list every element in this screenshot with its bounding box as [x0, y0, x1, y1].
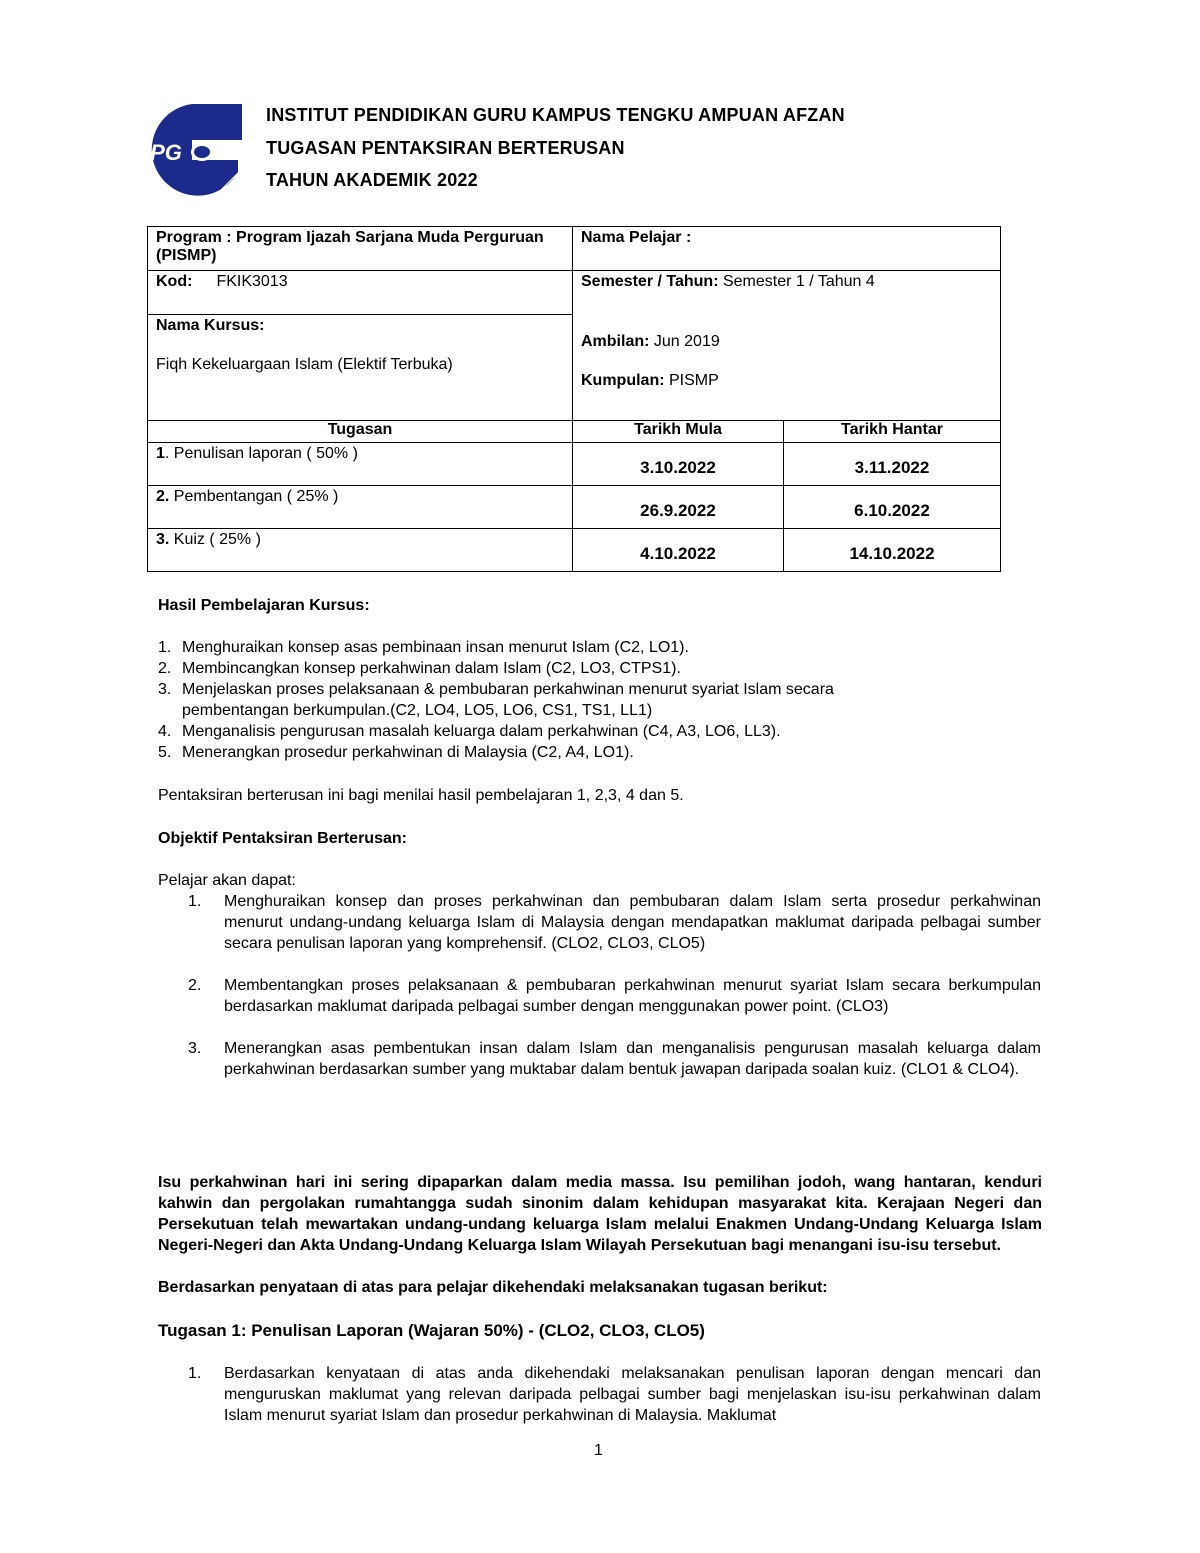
group-label: Kumpulan:: [581, 372, 665, 389]
list-text: Menganalisis pengurusan masalah keluarga dalam perkahwinan (C4, A3, LO6, LL3).: [182, 723, 781, 740]
course-code-value: FKIK3013: [216, 273, 288, 290]
page-number: 1: [594, 1442, 603, 1459]
task-name: . Penulisan laporan ( 50% ): [164, 445, 358, 462]
course-code-cell: [148, 271, 573, 315]
col-header-due-date: Tarikh Hantar: [784, 421, 1001, 443]
list-number: 4.: [158, 723, 172, 740]
list-text: Menghuraikan konsep dan proses perkahwinan dan pembubaran dalam Islam serta prosedur perkahwinan menurut undang-undang keluarga Islam di Malaysia dengan mendapatkan maklumat daripada pelbagai sumber secara penulisan laporan yang komprehensif. (CLO2, CLO3, CLO5): [224, 893, 1041, 952]
semester-label: Semester / Tahun:: [581, 273, 719, 290]
task-name: Kuiz ( 25% ): [169, 531, 261, 548]
task-due-date: 6.10.2022: [784, 486, 1001, 529]
task-row: [148, 443, 1001, 486]
list-item: [188, 891, 1041, 954]
task-number: 1: [156, 445, 165, 462]
task-name-cell: [148, 443, 573, 486]
student-name-cell: [573, 227, 1001, 271]
list-text: Membentangkan proses pelaksanaan & pembubaran perkahwinan menurut syariat Islam secara berkumpulan berdasarkan maklumat daripada pelbagai sumber dengan menggunakan power point. (CLO3): [224, 977, 1041, 1015]
list-item: [188, 975, 1041, 1017]
task1-heading: Tugasan 1: Penulisan Laporan (Wajaran 50%) - (CLO2, CLO3, CLO5): [158, 1321, 705, 1340]
list-number: 3.: [158, 681, 172, 698]
list-item: [158, 721, 898, 742]
list-number: 5.: [158, 744, 172, 761]
list-number: 2.: [158, 660, 172, 677]
course-info-table: [147, 226, 1001, 572]
col-header-start-date: Tarikh Mula: [573, 421, 784, 443]
task-start-date: 4.10.2022: [573, 529, 784, 572]
col-header-tugasan: Tugasan: [148, 421, 573, 443]
list-number: 2.: [188, 977, 202, 994]
intake-value: Jun 2019: [649, 333, 720, 350]
course-name-cell: [148, 315, 573, 421]
list-item: [158, 637, 898, 658]
list-item: [158, 679, 898, 721]
institute-name: INSTITUT PENDIDIKAN GURU KAMPUS TENGKU AMPUAN AFZAN: [266, 105, 845, 125]
task-name-cell: [148, 529, 573, 572]
list-number: 1.: [188, 1365, 202, 1382]
program-label: Program : Program Ijazah Sarjana Muda Perguruan (PISMP): [156, 229, 544, 264]
ipg-logo: [140, 102, 244, 197]
clo-heading: Hasil Pembelajaran Kursus:: [158, 597, 370, 614]
task-name: Pembentangan ( 25% ): [169, 488, 339, 505]
course-name-value: Fiqh Kekeluargaan Islam (Elektif Terbuka): [156, 356, 453, 373]
objective-intro: Pelajar akan dapat:: [158, 872, 296, 889]
intake-label: Ambilan:: [581, 333, 650, 350]
list-number: 1.: [158, 639, 172, 656]
list-item: [188, 1363, 1041, 1426]
task-row: [148, 486, 1001, 529]
task-row: [148, 529, 1001, 572]
task-number: 3.: [156, 531, 170, 548]
program-cell: [148, 227, 573, 271]
instruction-text: Berdasarkan penyataan di atas para pelajar dikehendaki melaksanakan tugasan berikut:: [158, 1279, 828, 1296]
list-text: Menerangkan prosedur perkahwinan di Malaysia (C2, A4, LO1).: [182, 744, 634, 761]
list-text: Menerangkan asas pembentukan insan dalam Islam dan menganalisis pengurusan masalah keluarga dalam perkahwinan berdasarkan sumber yang muktabar dalam bentuk jawapan daripada soalan kuiz. (CLO1 & CLO4).: [224, 1040, 1041, 1078]
logo-text: iPG: [144, 140, 182, 165]
list-text: Menghuraikan konsep asas pembinaan insan menurut Islam (C2, LO1).: [182, 639, 689, 656]
list-item: [158, 742, 898, 763]
course-code-label: Kod:: [156, 273, 193, 290]
task1-list: [188, 1363, 1041, 1447]
clo-list: [158, 637, 898, 763]
group-value: PISMP: [664, 372, 719, 389]
list-text: Menjelaskan proses pelaksanaan & pembubaran perkahwinan menurut syariat Islam secara pembentangan berkumpulan.(C2, LO4, LO5, LO6, CS1, TS1, LL1): [182, 681, 834, 719]
objective-heading: Objektif Pentaksiran Berterusan:: [158, 830, 407, 847]
task-start-date: 26.9.2022: [573, 486, 784, 529]
issue-paragraph: Isu perkahwinan hari ini sering dipaparkan dalam media massa. Isu pemilihan jodoh, wang hantaran, kenduri kahwin dan pergolakan rumahtangga sudah sinonim dalam kehidupan masyarakat kita. Kerajaan Negeri dan Persekutuan telah mewartakan undang-undang keluarga Islam melalui Enakmen Undang-Undang Keluarga Islam Negeri-Negeri dan Akta Undang-Undang Keluarga Islam Wilayah Persekutuan bagi menangani isu-isu tersebut.: [158, 1174, 1042, 1254]
semester-value: Semester 1 / Tahun 4: [718, 273, 875, 290]
task-name-cell: [148, 486, 573, 529]
list-number: 1.: [188, 893, 202, 910]
task-start-date: 3.10.2022: [573, 443, 784, 486]
list-number: 3.: [188, 1040, 202, 1057]
semester-cell: [573, 271, 1001, 421]
objective-list: [188, 891, 1041, 1101]
academic-year: TAHUN AKADEMIK 2022: [266, 170, 478, 190]
student-name-label: Nama Pelajar :: [581, 229, 692, 246]
list-text: Membincangkan konsep perkahwinan dalam Islam (C2, LO3, CTPS1).: [182, 660, 681, 677]
task-due-date: 14.10.2022: [784, 529, 1001, 572]
list-text: Berdasarkan kenyataan di atas anda dikehendaki melaksanakan penulisan laporan dengan mencari dan menguruskan maklumat yang relevan daripada pelbagai sumber bagi menjelaskan isu-isu perkahwinan dalam Islam menurut syariat Islam dan prosedur perkahwinan di Malaysia. Maklumat: [224, 1365, 1041, 1424]
clo-note: Pentaksiran berterusan ini bagi menilai hasil pembelajaran 1, 2,3, 4 dan 5.: [158, 787, 684, 804]
list-item: [158, 658, 898, 679]
task-number: 2.: [156, 488, 170, 505]
task-due-date: 3.11.2022: [784, 443, 1001, 486]
list-item: [188, 1038, 1041, 1080]
course-name-label: Nama Kursus:: [156, 317, 265, 334]
document-type: TUGASAN PENTAKSIRAN BERTERUSAN: [266, 138, 625, 158]
